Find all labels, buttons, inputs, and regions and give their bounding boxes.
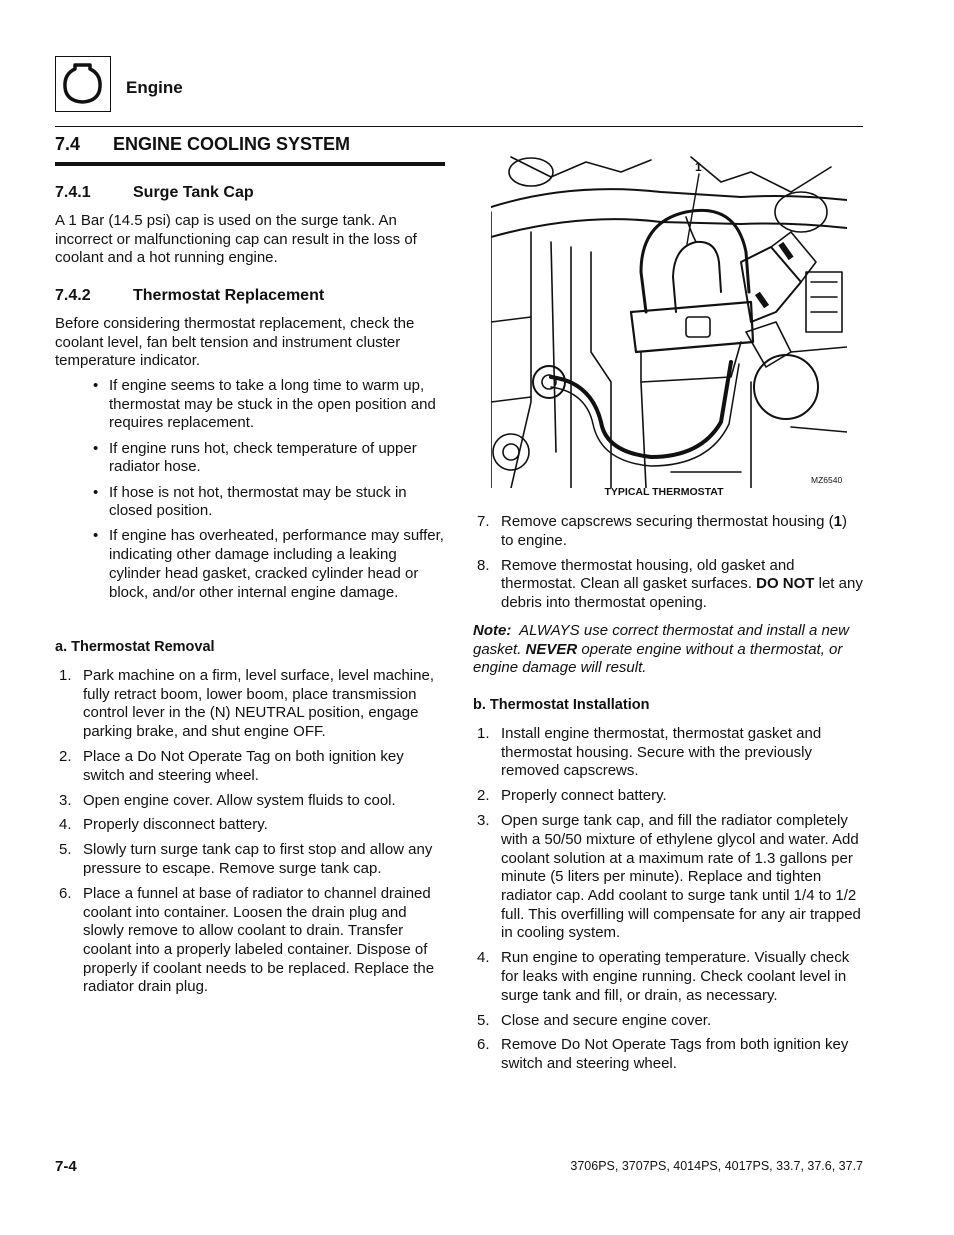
list-item: • If engine seems to take a long time to warm up, thermostat may be stuck in the open position and requires replacement. [91,377,447,433]
figure-code: MZ6540 [811,475,843,485]
step-warning: DO NOT [756,575,815,593]
list-item: • If engine has overheated, performance may suffer, indicating other damage including a leaking cylinder head gasket, cracked cylinder head or block, and/or other internal engine damage. [91,527,447,602]
removal-steps [55,667,447,1003]
header-rule [55,126,863,127]
note-text-end: operate engine without a thermostat, or engine damage will result. [473,640,843,677]
list-item [473,1036,863,1073]
step-text: Place a funnel at base of radiator to channel drained coolant into container. Loosen the drain plug and slowly remove to allow coolant to drain. Transfer coolant into a properly labeled container. Dispose of properly if coolant needs to be replaced. Replace the radiator drain plug. [83,884,435,996]
step-number: 7. [477,513,490,530]
list-item [55,667,447,742]
list-item: • If hose is not hot, thermostat may be stuck in closed position. [91,484,447,521]
step-number: 6. [59,884,72,902]
surge-tank-number: 7.4.1 [55,184,91,201]
note-block [473,622,863,678]
step-text: Properly disconnect battery. [83,816,268,834]
step-number: 1. [477,725,490,742]
header-section-title: Engine [126,78,183,97]
surge-tank-text: A 1 Bar (14.5 psi) cap is used on the surge tank. An incorrect or malfunctioning cap can result in the loss of coolant and a hot running engine. [55,212,417,267]
thermostat-intro: Before considering thermostat replacement, check the coolant level, fan belt tension and instrument cluster temperature indicator. [55,315,415,370]
list-item [473,787,863,806]
step-text: Slowly turn surge tank cap to first stop and allow any pressure to escape. Remove surge tank cap. [83,841,433,878]
list-item: • If engine runs hot, check temperature of upper radiator hose. [91,440,447,477]
section-title: ENGINE COOLING SYSTEM [113,134,351,154]
thermostat-heading [55,287,324,305]
list-item [473,812,863,943]
step-text-end: ) to engine. [501,513,847,549]
removal-steps-continued [473,513,863,619]
list-item [55,816,447,835]
step-number: 4. [59,816,72,834]
step-text: Place a Do Not Operate Tag on both ignition key switch and steering wheel. [83,748,404,784]
step-callout: 1 [833,513,842,530]
list-item [473,557,863,613]
removal-heading: a. Thermostat Removal [55,639,215,655]
step-text: Close and secure engine cover. [501,1011,712,1029]
note-text: ALWAYS use correct thermostat and install a new gasket. [473,622,854,658]
step-text: Open surge tank cap, and fill the radiator completely with a 50/50 mixture of ethylene glycol and water. Add coolant solution at a maximum rate of 1.3 gallons per minute (5 liters per minute). Replace and tighten radiator cap. Add coolant to surge tank until 1/4 to 1/2 full. This overfilling will compensate for any air trapped in cooling system. [501,812,861,942]
installation-steps [473,725,863,1080]
section-number: 7.4 [55,134,81,154]
surge-tank-heading [55,184,254,202]
list-item [55,885,447,997]
step-number: 2. [59,748,72,765]
list-item [473,513,863,550]
step-text: Remove thermostat housing, old gasket and thermostat. Clean all gasket surfaces. [501,556,795,593]
engine-outline-icon [56,57,109,110]
step-text: Properly connect battery. [501,787,667,805]
step-number: 6. [477,1036,490,1054]
step-number: 2. [477,787,490,805]
step-text: Run engine to operating temperature. Visually check for leaks with engine running. Check coolant level in surge tank and fill, or drain, as necessary. [501,949,850,1004]
step-text: Install engine thermostat, thermostat gasket and thermostat housing. Secure with the previously removed capscrews. [501,725,822,780]
list-item [55,792,447,811]
page-number: 7-4 [55,1158,77,1175]
engine-section-icon [55,56,111,112]
step-number: 3. [477,812,490,830]
list-item [473,1012,863,1031]
note-emphasis: NEVER [525,640,578,658]
list-item [473,949,863,1005]
step-text: Open engine cover. Allow system fluids to cool. [83,791,396,809]
list-item [55,841,447,878]
figure-caption: TYPICAL THERMOSTAT [604,486,724,498]
step-number: 1. [59,667,72,684]
thermostat-illustration [491,152,847,488]
thermostat-figure [491,152,847,488]
step-text: Park machine on a firm, level surface, level machine, fully retract boom, lower boom, place transmission control lever in the (N) NEUTRAL position, engage parking brake, and shut engine OFF. [83,667,434,741]
model-list: 3706PS, 3707PS, 4014PS, 4017PS, 33.7, 37.6, 37.7 [570,1159,863,1173]
figure-callout-1: 1 [695,160,702,174]
symptom-list [91,377,447,609]
surge-tank-title: Surge Tank Cap [133,184,254,201]
thermostat-number: 7.4.2 [55,287,91,304]
step-text: Remove Do Not Operate Tags from both ignition key switch and steering wheel. [501,1036,849,1073]
step-text-end: let any debris into thermostat opening. [501,575,863,611]
step-number: 5. [477,1011,490,1029]
installation-heading: b. Thermostat Installation [473,697,650,713]
section-heading [55,134,445,166]
step-number: 3. [59,791,72,809]
note-label: Note: [473,622,512,639]
step-number: 5. [59,841,72,859]
step-text: Remove capscrews securing thermostat housing ( [501,513,834,530]
step-number: 8. [477,556,490,574]
step-number: 4. [477,949,490,967]
list-item [55,748,447,785]
list-item [473,725,863,781]
thermostat-title: Thermostat Replacement [133,287,325,304]
